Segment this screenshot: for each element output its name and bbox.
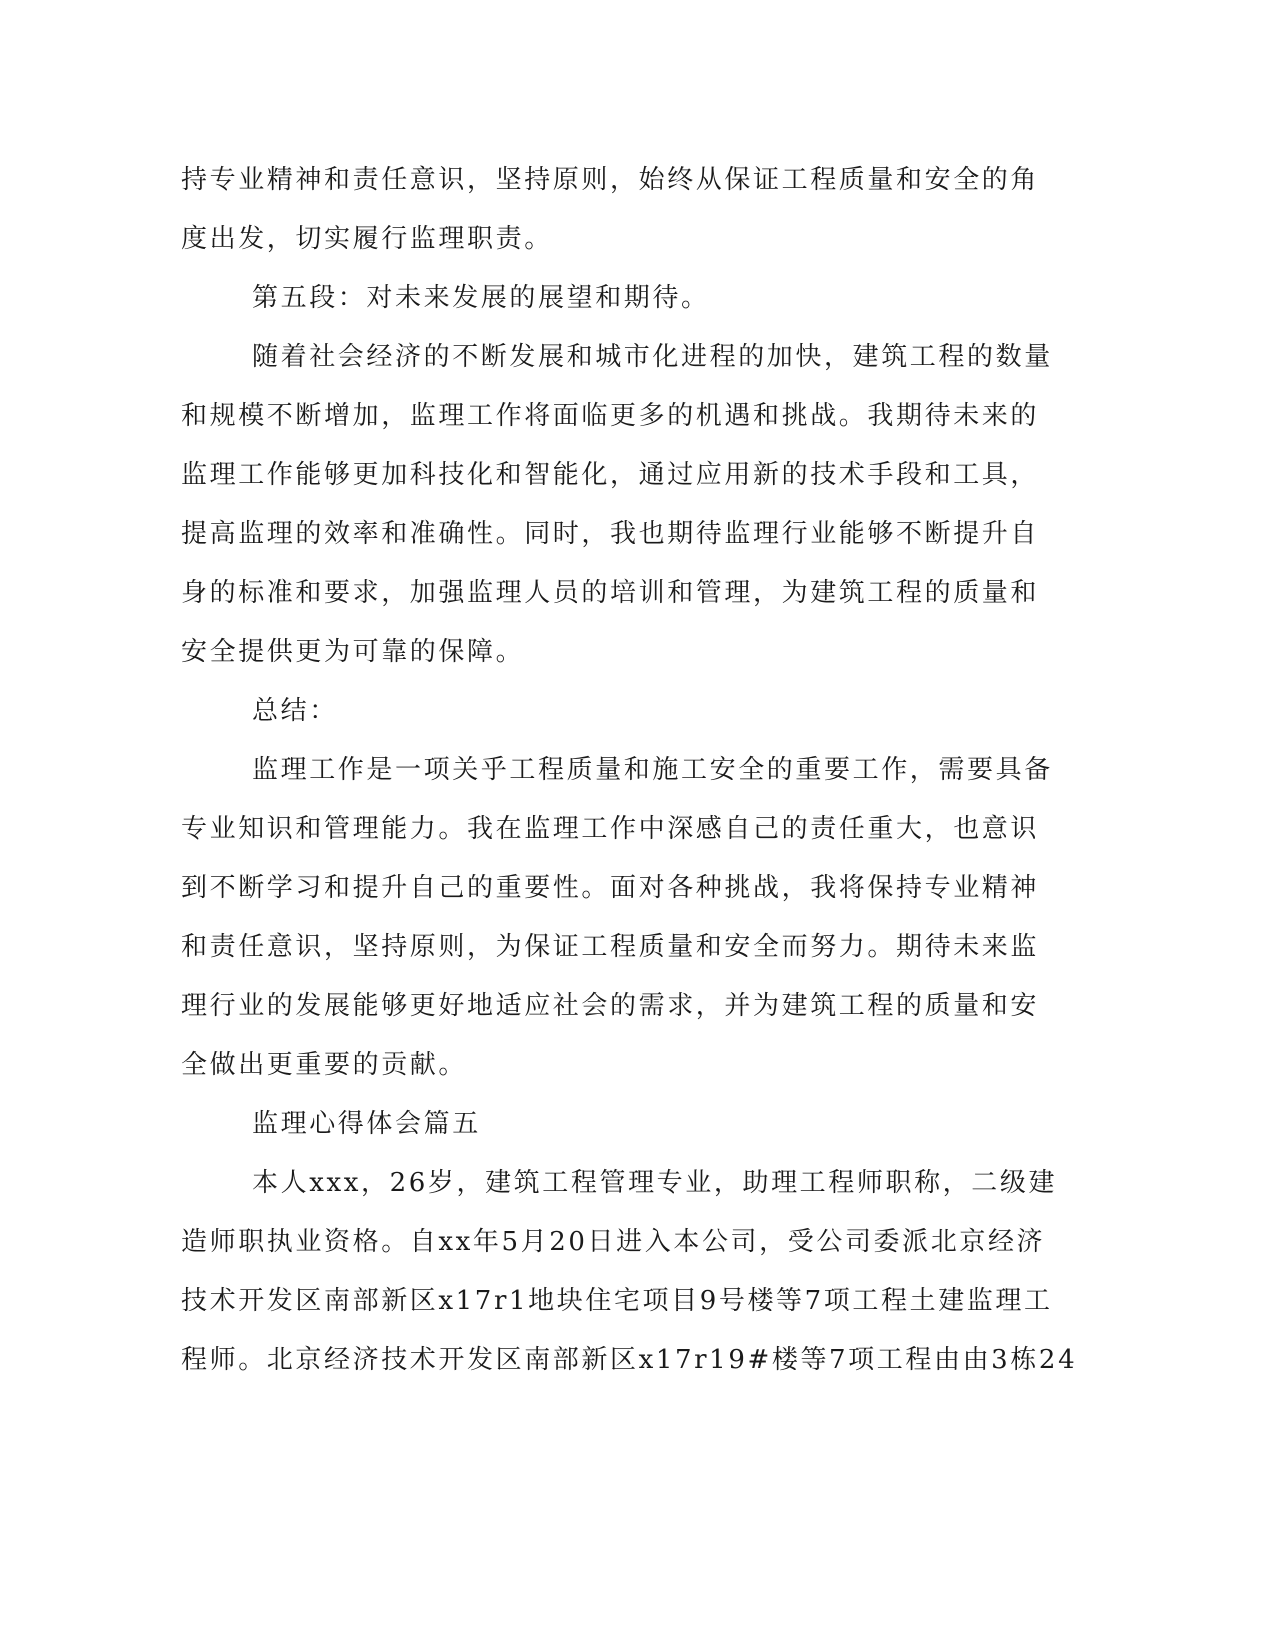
text-line: 和责任意识，坚持原则，为保证工程质量和安全而努力。期待未来监: [181, 932, 1040, 962]
text-line: 技术开发区南部新区x17r1地块住宅项目9号楼等7项工程土建监理工: [181, 1286, 1053, 1316]
text-line: 到不断学习和提升自己的重要性。面对各种挑战，我将保持专业精神: [181, 873, 1040, 903]
text-line: 提高监理的效率和准确性。同时，我也期待监理行业能够不断提升自: [181, 519, 1040, 549]
text-line: 程师。北京经济技术开发区南部新区x17r19#楼等7项工程由由3栋24: [181, 1345, 1078, 1375]
text-line: 全做出更重要的贡献。: [181, 1050, 468, 1080]
summary-heading: 总结：: [252, 696, 338, 726]
text-line: 度出发，切实履行监理职责。: [181, 224, 553, 254]
paragraph-start: 监理工作是一项关乎工程质量和施工安全的重要工作，需要具备: [252, 755, 1053, 785]
text-line: 监理工作能够更加科技化和智能化，通过应用新的技术手段和工具，: [181, 460, 1040, 490]
text-line: 专业知识和管理能力。我在监理工作中深感自己的责任重大，也意识: [181, 814, 1040, 844]
section-heading: 第五段：对未来发展的展望和期待。: [252, 283, 710, 313]
article-title: 监理心得体会篇五: [252, 1109, 481, 1139]
paragraph-start: 本人xxx，26岁，建筑工程管理专业，助理工程师职称，二级建: [252, 1168, 1058, 1198]
paragraph-start: 随着社会经济的不断发展和城市化进程的加快，建筑工程的数量: [252, 342, 1053, 372]
text-line: 理行业的发展能够更好地适应社会的需求，并为建筑工程的质量和安: [181, 991, 1040, 1021]
text-line: 安全提供更为可靠的保障。: [181, 637, 525, 667]
text-line: 和规模不断增加，监理工作将面临更多的机遇和挑战。我期待未来的: [181, 401, 1040, 431]
text-line: 持专业精神和责任意识，坚持原则，始终从保证工程质量和安全的角: [181, 165, 1040, 195]
text-line: 造师职执业资格。自xx年5月20日进入本公司，受公司委派北京经济: [181, 1227, 1046, 1257]
text-line: 身的标准和要求，加强监理人员的培训和管理，为建筑工程的质量和: [181, 578, 1040, 608]
